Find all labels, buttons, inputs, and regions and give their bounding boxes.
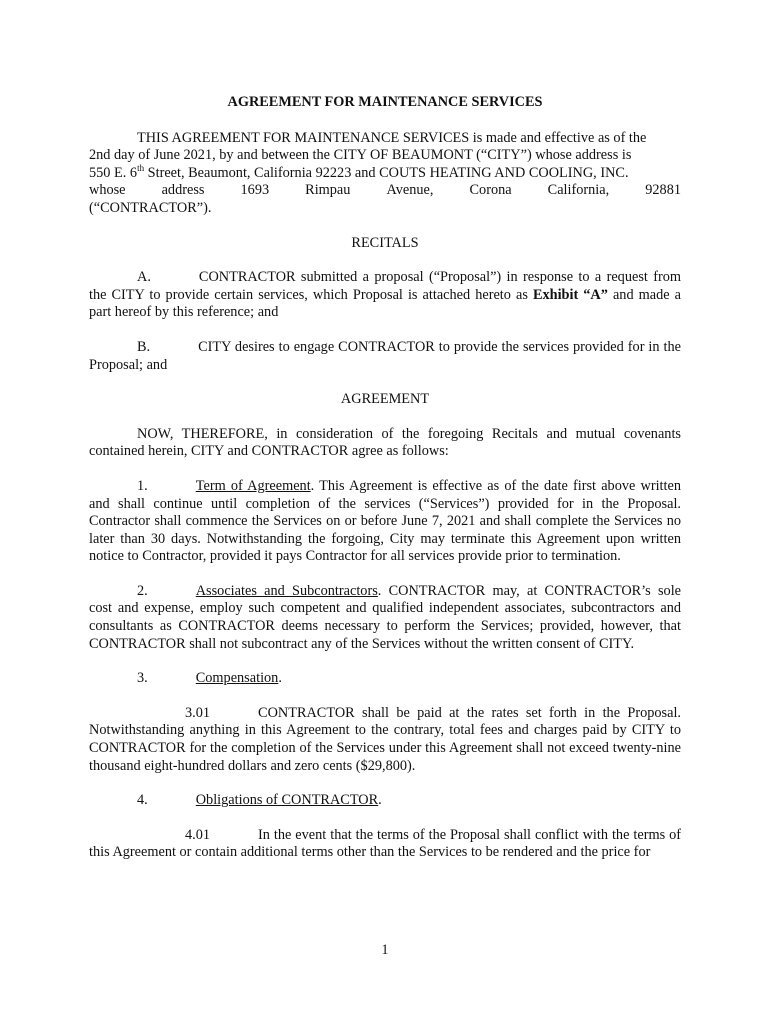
section-3-number: 3. (137, 670, 148, 687)
recital-a-text: CONTRACTOR submitted a proposal (“Proposal”) in response to a request from the CITY to provide certain services, which Proposal is attached hereto as (89, 269, 681, 303)
recital-a-text-end: and made a part hereof by this reference; and (89, 286, 681, 321)
recital-b (89, 339, 681, 374)
section-4-heading: Obligations of CONTRACTOR (195, 792, 379, 809)
page-number: 1 (381, 942, 389, 958)
recital-b-label: B. (137, 338, 151, 355)
address-word: Corona (469, 182, 512, 199)
agreement-heading: AGREEMENT (340, 391, 430, 408)
intro-paragraph (89, 130, 681, 218)
document-body (89, 94, 681, 862)
now-therefore-paragraph: NOW, THEREFORE, in consideration of the foregoing Recitals and mutual covenants contained herein, CITY and CONTRACTOR agree as follows: (89, 425, 681, 460)
document-title: AGREEMENT FOR MAINTENANCE SERVICES (227, 94, 543, 110)
address-word: California, (547, 182, 610, 199)
section-4-text: . (378, 792, 382, 809)
intro-line-1: THIS AGREEMENT FOR MAINTENANCE SERVICES is made and effective as of the (137, 129, 647, 146)
section-3-01-number: 3.01 (185, 704, 211, 721)
section-3-text: . (278, 670, 282, 687)
section-3-01 (89, 705, 681, 775)
recital-a (89, 269, 681, 322)
section-3-01-text: CONTRACTOR shall be paid at the rates set forth in the Proposal. Notwithstanding anything in this Agreement to the contrary, total fees and charges paid by CITY to CONTRACTOR for the completion of the Services under this Agreement shall not exceed twenty-nine thousand eight-hundred dollars and zero cents ($29,800). (89, 704, 681, 774)
recitals-heading: RECITALS (351, 234, 419, 251)
section-4-01-text: In the event that the terms of the Proposal shall conflict with the terms of this Agreement or contain additional terms other than the Services to be rendered and the price for (89, 826, 681, 861)
ordinal-suffix: th (137, 163, 145, 174)
intro-line-2: 2nd day of June 2021, by and between the CITY OF BEAUMONT (“CITY”) whose address is (89, 147, 632, 164)
section-2-heading: Associates and Subcontractors (195, 582, 378, 599)
address-word: 92881 (645, 182, 681, 199)
section-4 (89, 792, 681, 810)
section-1-text: . This Agreement is effective as of the date first above written and shall continue until completion of the services (“Services”) provided for in the Proposal. Contractor shall commence the Services on or before June 7, 2021 and shall complete the Services no later than 30 days. Notwithstanding the forgoing, City may terminate this Agreement upon written notice to Contractor, provided it pays Contractor for all services provide prior to termination. (89, 477, 681, 565)
intro-line-4 (89, 182, 681, 200)
section-4-01 (89, 827, 681, 862)
section-2-number: 2. (137, 582, 148, 599)
intro-line-3 (89, 165, 681, 183)
intro-line-5: (“CONTRACTOR”). (89, 199, 212, 216)
address-word: address (161, 182, 205, 199)
recital-a-label: A. (137, 269, 151, 286)
address-word: 1693 (240, 182, 270, 199)
exhibit-reference: Exhibit “A” (532, 286, 608, 303)
section-1-heading: Term of Agreement (195, 477, 311, 494)
recital-b-text: CITY desires to engage CONTRACTOR to provide the services provided for in the Proposal; and (89, 338, 681, 373)
section-1 (89, 478, 681, 566)
section-2-text: . CONTRACTOR may, at CONTRACTOR’s sole cost and expense, employ such competent and qualified independent associates, subcontractors and consultants as CONTRACTOR deems necessary to perform the Services; provided, however, that CONTRACTOR shall not subcontract any of the Services without the written consent of CITY. (89, 582, 682, 652)
section-4-number: 4. (137, 792, 148, 809)
section-4-01-number: 4.01 (185, 826, 211, 843)
section-2 (89, 583, 681, 653)
section-3 (89, 670, 681, 688)
section-1-number: 1. (137, 477, 148, 494)
address-word: Avenue, (386, 182, 434, 199)
address-word: Rimpau (305, 182, 351, 199)
address-word: whose (89, 182, 126, 199)
intro-line-3-start: 550 E. 6 (89, 164, 138, 181)
intro-line-3-end: Street, Beaumont, California 92223 and COUTS HEATING AND COOLING, INC. (144, 164, 629, 181)
section-3-heading: Compensation (195, 670, 279, 687)
